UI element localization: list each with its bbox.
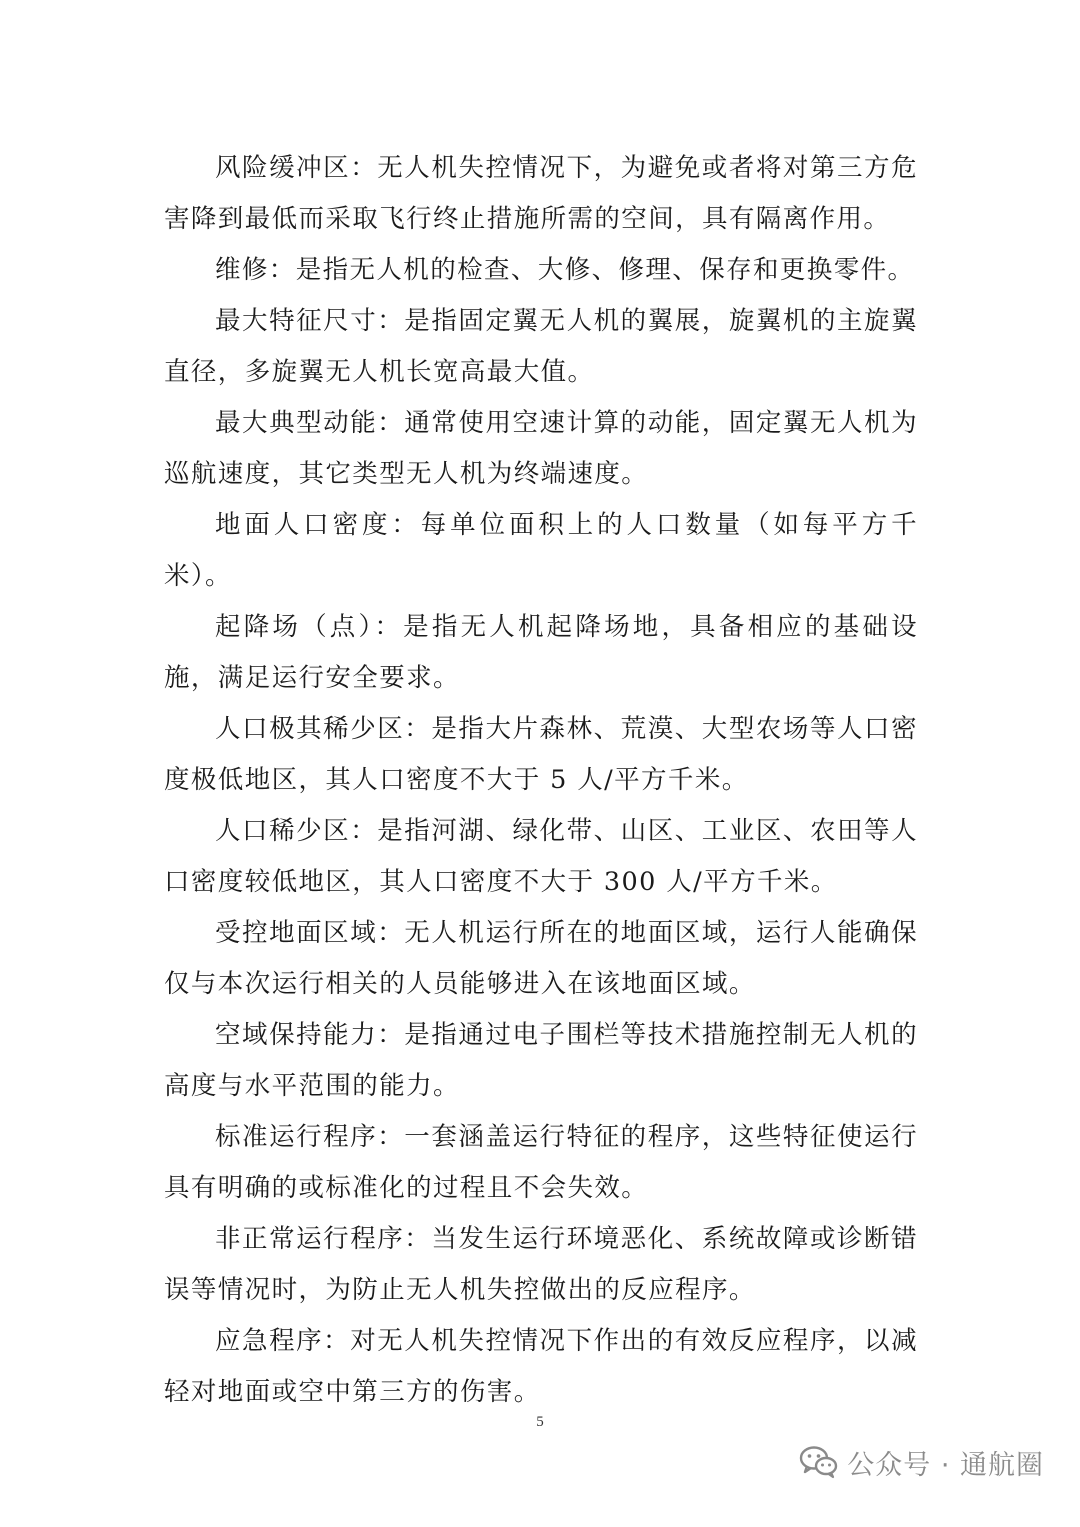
watermark [799,1442,1044,1482]
paragraph: 地面人口密度：每单位面积上的人口数量（如每平方千米）。 [164,510,918,591]
paragraph: 起降场（点）：是指无人机起降场地，具备相应的基础设施，满足运行安全要求。 [164,612,918,693]
paragraph: 人口稀少区：是指河湖、绿化带、山区、工业区、农田等人口密度较低地区，其人口密度不大于 300 人/平方千米。 [164,816,918,897]
paragraph: 非正常运行程序：当发生运行环境恶化、系统故障或诊断错误等情况时，为防止无人机失控做出的反应程序。 [164,1224,918,1305]
paragraph: 标准运行程序：一套涵盖运行特征的程序，这些特征使运行具有明确的或标准化的过程且不会失效。 [164,1122,918,1203]
paragraph: 最大特征尺寸：是指固定翼无人机的翼展，旋翼机的主旋翼直径，多旋翼无人机长宽高最大值。 [164,306,918,387]
page-number: 5 [536,1414,544,1430]
watermark-text: 公众号 · 通航圈 [847,1449,1044,1481]
paragraph: 受控地面区域：无人机运行所在的地面区域，运行人能确保仅与本次运行相关的人员能够进入在该地面区域。 [164,918,918,999]
paragraph: 人口极其稀少区：是指大片森林、荒漠、大型农场等人口密度极低地区，其人口密度不大于 5 人/平方千米。 [164,714,918,795]
paragraph: 最大典型动能：通常使用空速计算的动能，固定翼无人机为巡航速度，其它类型无人机为终端速度。 [164,408,918,489]
paragraph: 风险缓冲区：无人机失控情况下，为避免或者将对第三方危害降到最低而采取飞行终止措施所需的空间，具有隔离作用。 [164,153,918,234]
document-body [164,143,918,1418]
paragraph: 空域保持能力：是指通过电子围栏等技术措施控制无人机的高度与水平范围的能力。 [164,1020,918,1101]
wechat-icon [799,1445,839,1479]
paragraph: 应急程序：对无人机失控情况下作出的有效反应程序，以减轻对地面或空中第三方的伤害。 [164,1326,918,1407]
paragraph: 维修：是指无人机的检查、大修、修理、保存和更换零件。 [215,255,915,285]
